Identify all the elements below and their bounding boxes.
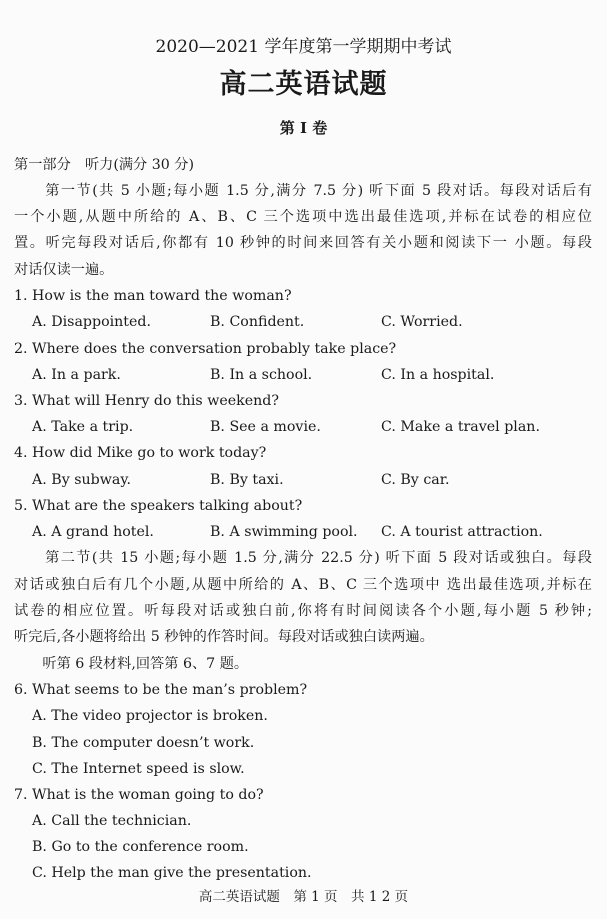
option-a: A. In a park. [32,367,121,383]
option-b: B. The computer doesn’t work. [32,735,255,751]
question-stem: 3. What will Henry do this weekend? [14,393,279,409]
option-c: C. Worried. [381,314,463,330]
section2-intro-line: 试卷的相应位置。听每段对话或独白前,你将有时间阅读各个小题,每小题 5 秒钟; [14,603,592,619]
section1-intro-line: 第一节(共 5 小题;每小题 1.5 分,满分 7.5 分) 听下面 5 段对话。每段对话后有 [14,183,592,199]
section2-intro-line: 第二节(共 15 小题;每小题 1.5 分,满分 22.5 分) 听下面 5 段对话或独白。每段 [14,550,592,566]
option-b: B. Confident. [210,314,305,330]
question-stem: 4. How did Mike go to work today? [14,445,267,461]
question-stem: 6. What seems to be the man’s problem? [14,682,308,698]
option-a: A. By subway. [32,472,131,488]
option-b: B. By taxi. [210,472,284,488]
material-note: 听第 6 段材料,回答第 6、7 题。 [14,656,249,672]
option-c: C. Make a travel plan. [381,419,540,435]
option-a: A. The video projector is broken. [32,708,268,724]
option-a: A. A grand hotel. [32,524,154,540]
option-a: A. Disappointed. [32,314,151,330]
subject-title: 高二英语试题 [219,69,388,100]
section1-intro-line: 对话仅读一遍。 [14,262,114,278]
question-stem: 7. What is the woman going to do? [14,787,264,803]
section2-intro-line: 听完后,各小题将给出 5 秒钟的作答时间。每段对话或独白读两遍。 [14,629,434,645]
section1-intro-line: 一个小题,从题中所给的 A、B、C 三个选项中选出最佳选项,并标在试卷的相应位 [14,209,592,225]
part1-heading: 第一部分 听力(满分 30 分) [14,157,195,173]
volume-label: 第 Ⅰ 卷 [279,119,328,137]
option-b: B. Go to the conference room. [32,839,249,855]
option-b: B. In a school. [210,367,313,383]
option-c: C. In a hospital. [381,367,495,383]
question-stem: 2. Where does the conversation probably take place? [14,341,397,357]
section1-intro-line: 置。听完每段对话后,你都有 10 秒钟的时间来回答有关小题和阅读下一 小题。每段 [14,235,592,251]
option-b: B. A swimming pool. [210,524,358,540]
option-c: C. A tourist attraction. [381,524,543,540]
option-a: A. Take a trip. [32,419,134,435]
page-footer: 高二英语试题 第 1 页 共 1 2 页 [198,889,409,905]
section2-intro-line: 对话或独白后有几个小题,从题中所给的 A、B、C 三个选项中 选出最佳选项,并标在 [14,577,592,593]
exam-title: 2020—2021 学年度第一学期期中考试 [155,37,452,57]
option-c: C. By car. [381,472,450,488]
option-c: C. The Internet speed is slow. [32,761,245,777]
option-b: B. See a movie. [210,419,321,435]
question-stem: 1. How is the man toward the woman? [14,288,292,304]
option-a: A. Call the technician. [32,813,192,829]
question-stem: 5. What are the speakers talking about? [14,498,303,514]
option-c: C. Help the man give the presentation. [32,865,312,881]
